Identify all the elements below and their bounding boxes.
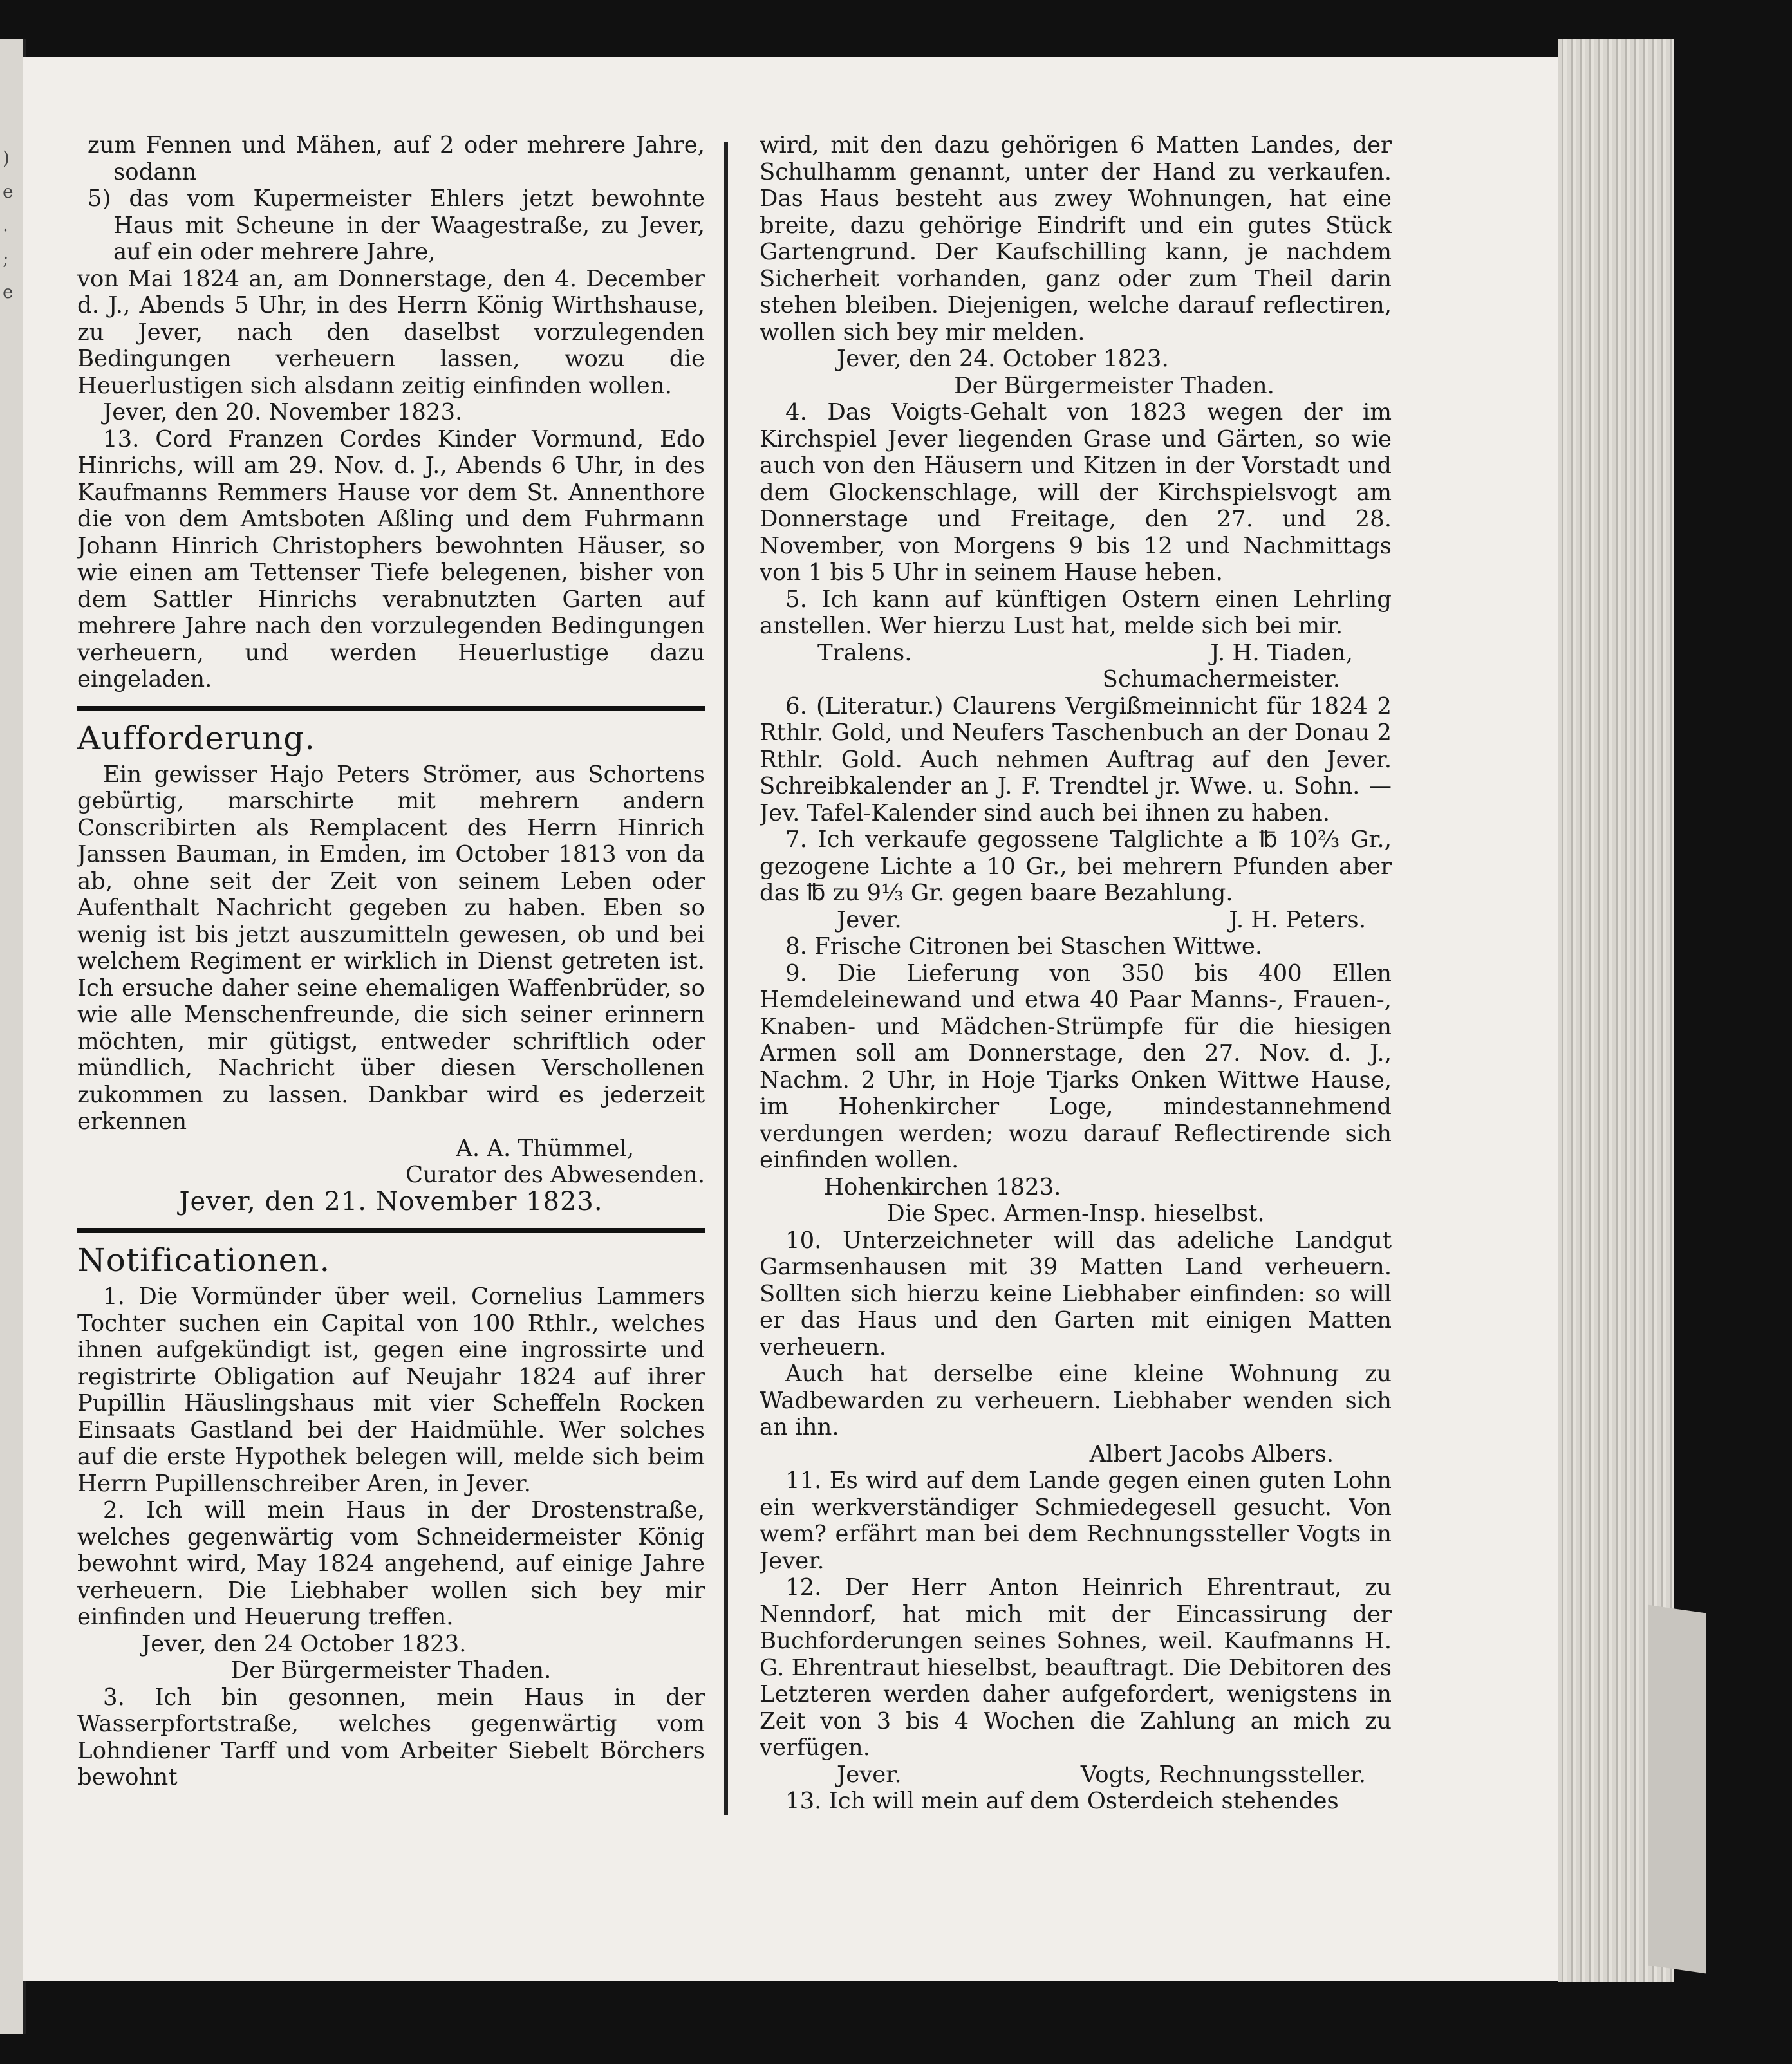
notice-dateline: Jever, den 20. November 1823. xyxy=(103,399,463,425)
notification-10-addendum: Auch hat derselbe eine kleine Wohnung zu Wadbewarden zu verheuern. Liebhaber wenden sich an ihn. xyxy=(760,1361,1392,1440)
notification-12: 12. Der Herr Anton Heinrich Ehrentraut, zu Nenndorf, hat mich mit der Eincassirung der Buchforderungen seines Sohnes, weil. Kaufmanns H. G. Ehrentraut hieselbst, beauftragt. Die Debitoren des Letzteren werden daher aufgefordert, wenigstens in Zeit von 3 bis 4 Wochen die Zahlung an mich zu verfügen. xyxy=(760,1574,1392,1761)
right-column xyxy=(760,132,1392,1818)
aufforderung-title: Curator des Abwesenden. xyxy=(405,1162,705,1188)
notification-10-signature: Albert Jacobs Albers. xyxy=(1089,1440,1334,1467)
aufforderung-signature: A. A. Thümmel, xyxy=(456,1135,634,1162)
notification-3-continuation: wird, mit den dazu gehörigen 6 Matten Landes, der Schulhamm genannt, unter der Hand zu verkaufen. Das Haus besteht aus zwey Wohnungen, hat eine breite, dazu gehörige Eindrift und ein gutes Stück Gartengrund. Der Kaufschilling kann, je nachdem Sicherheit vorhanden, ganz oder zum Theil darin stehen bleiben. Diejenigen, welche darauf reflectiren, wollen sich bey mir melden. xyxy=(760,132,1392,346)
section-rule xyxy=(77,1228,705,1233)
section-heading-notificationen: Notificationen. xyxy=(77,1241,331,1279)
notification-2-signature: Der Bürgermeister Thaden. xyxy=(230,1657,552,1684)
notification-11: 11. Es wird auf dem Lande gegen einen guten Lohn ein werkverständiger Schmiedegesell gesucht. Von wem? erfährt man bei dem Rechnungssteller Vogts in Jever. xyxy=(760,1467,1392,1574)
notification-10: 10. Unterzeichneter will das adeliche Landgut Garmsenhausen mit 39 Matten Land verheuern. Sollten sich hierzu keine Liebhaber einfinden: so will er das Haus und den Garten mit einigen Matten verheuern. xyxy=(760,1227,1392,1361)
aufforderung-dateline: Jever, den 21. November 1823. xyxy=(179,1186,603,1216)
notification-5-trade: Schumachermeister. xyxy=(1102,666,1340,693)
notification-8: 8. Frische Citronen bei Staschen Wittwe. xyxy=(785,933,1263,960)
book-gutter xyxy=(0,39,26,2034)
left-column xyxy=(77,132,705,1818)
notice-13: 13. Cord Franzen Cordes Kinder Vormund, Edo Hinrichs, will am 29. Nov. d. J., Abends 6 Uhr, in des Kaufmanns Remmers Hause vor dem St. Annenthore die von dem Amtsboten Aßling und dem Fuhrmann Johann Hinrich Christophers bewohnten Häuser, so wie einen am Tettenser Tiefe belegenen, bisher von dem Sattler Hinrichs verabnutzten Garten auf mehrere Jahre nach den vorzulegenden Bedingungen verheuern, und werden Heuerlustige dazu eingeladen. xyxy=(77,425,705,693)
notification-5-place: Tralens. xyxy=(817,639,912,666)
notification-3: 3. Ich bin gesonnen, mein Haus in der Wasserpfortstraße, welches gegenwärtig vom Lohndiener Tarff und vom Arbeiter Siebelt Börchers bewohnt xyxy=(77,1684,705,1790)
notification-12-signature-row xyxy=(760,1762,1392,1789)
section-rule xyxy=(77,706,705,711)
notice-continuation: zum Fennen und Mähen, auf 2 oder mehrere Jahre, sodann xyxy=(88,132,705,185)
notification-6: 6. (Literatur.) Claurens Vergißmeinnicht für 1824 2 Rthlr. Gold, und Neufers Taschenbuch an der Donau 2 Rthlr. Gold. Auch nehmen Auftrag auf den Jever. Schreibkalender an J. F. Trendtel jr. Wwe. u. Sohn. — Jev. Tafel-Kalender sind auch bei ihnen zu haben. xyxy=(760,693,1392,826)
notification-2-dateline: Jever, den 24 October 1823. xyxy=(142,1630,467,1657)
column-divider xyxy=(724,142,728,1815)
facing-page-edge: ) e . ; e xyxy=(3,147,14,302)
notification-9: 9. Die Lieferung von 350 bis 400 Ellen Hemdeleinewand und etwa 40 Paar Manns-, Frauen-, Knaben- und Mädchen-Strümpfe für die hiesigen Armen soll am Donnerstage, den 27. Nov. d. J., Nachm. 2 Uhr, in Hoje Tjarks Onken Wittwe Hause, im Hohenkircher Loge, mindestannehmend verdungen werden; wozu darauf Reflectirende sich einfinden wollen. xyxy=(760,960,1392,1173)
notification-7-signature-row xyxy=(760,907,1392,934)
notification-7-place: Jever. xyxy=(837,906,902,933)
page-stack-corner xyxy=(1648,1605,1706,1974)
notification-5-signature-row xyxy=(760,640,1392,667)
notice-text: von Mai 1824 an, am Donnerstage, den 4. December d. J., Abends 5 Uhr, in des Herrn König Wirthshause, zu Jever, nach den daselbst vorzulegenden Bedingungen verheuern lassen, wozu die Heuerlustigen sich alsdann zeitig einfinden wollen. xyxy=(77,265,705,399)
notification-13: 13. Ich will mein auf dem Osterdeich stehendes xyxy=(785,1788,1339,1814)
notification-1: 1. Die Vormünder über weil. Cornelius Lammers Tochter suchen ein Capital von 100 Rthlr., welches ihnen aufgekündigt ist, gegen eine ingrossirte und registrirte Obligation auf Neujahr 1824 auf ihrer Pupillin Häuslingshaus mit vier Scheffeln Rocken Einsaats Gastland bei der Haidmühle. Wer solches auf die erste Hypothek belegen will, melde sich beim Herrn Pupillenschreiber Aren, in Jever. xyxy=(77,1283,705,1497)
notification-2: 2. Ich will mein Haus in der Drostenstraße, welches gegenwärtig vom Schneidermeister König bewohnt wird, May 1824 angehend, auf einige Jahre verheuern. Die Liebhaber wollen sich bey mir einfinden und Heuerung treffen. xyxy=(77,1497,705,1630)
notification-9-signature: Die Spec. Armen-Insp. hieselbst. xyxy=(886,1200,1265,1227)
notification-12-place: Jever. xyxy=(837,1761,902,1788)
notice-item-5: 5) das vom Kupermeister Ehlers jetzt bewohnte Haus mit Scheune in der Waagestraße, zu Jever, auf ein oder mehrere Jahre, xyxy=(88,185,705,265)
notification-4: 4. Das Voigts-Gehalt von 1823 wegen der im Kirchspiel Jever liegenden Grase und Gärten, so wie auch von den Häusern und Kitzen in der Vorstadt und dem Glockenschlage, will der Kirchspielsvogt am Donnerstage und Freitage, den 27. und 28. November, von Morgens 9 bis 12 und Nachmittags von 1 bis 5 Uhr in seinem Hause heben. xyxy=(760,399,1392,586)
notification-7-name: J. H. Peters. xyxy=(1229,906,1366,933)
notification-3-signature: Der Bürgermeister Thaden. xyxy=(954,372,1274,399)
notification-3-dateline: Jever, den 24. October 1823. xyxy=(837,346,1169,372)
notification-12-name: Vogts, Rechnungssteller. xyxy=(1080,1761,1366,1788)
aufforderung-text: Ein gewisser Hajo Peters Strömer, aus Schortens gebürtig, marschirte mit mehrern andern Conscribirten als Remplacent des Herrn Hinrich Janssen Bauman, in Emden, im October 1813 von da ab, ohne seit der Zeit von seinem Leben oder Aufenthalt Nachricht gegeben zu haben. Eben so wenig ist bis jetzt auszumitteln gewesen, ob und bei welchem Regiment er wirklich in Dienst getreten ist. Ich ersuche daher seine ehemaligen Waffenbrüder, so wie alle Menschenfreunde, die sich seiner erinnern möchten, mir gütigst, entweder schriftlich oder mündlich, Nachricht über diesen Verschollenen zukommen zu lassen. Dankbar wird es jederzeit erkennen xyxy=(77,761,705,1135)
notification-5: 5. Ich kann auf künftigen Ostern einen Lehrling anstellen. Wer hierzu Lust hat, melde sich bei mir. xyxy=(760,586,1392,639)
section-heading-aufforderung: Aufforderung. xyxy=(77,719,316,757)
notification-5-name: J. H. Tiaden, xyxy=(1210,639,1353,666)
notification-9-dateline: Hohenkirchen 1823. xyxy=(824,1173,1061,1200)
notification-7: 7. Ich verkaufe gegossene Talglichte a ℔ 10⅔ Gr., gezogene Lichte a 10 Gr., bei mehrern Pfunden aber das ℔ zu 9⅓ Gr. gegen baare Bezahlung. xyxy=(760,826,1392,906)
